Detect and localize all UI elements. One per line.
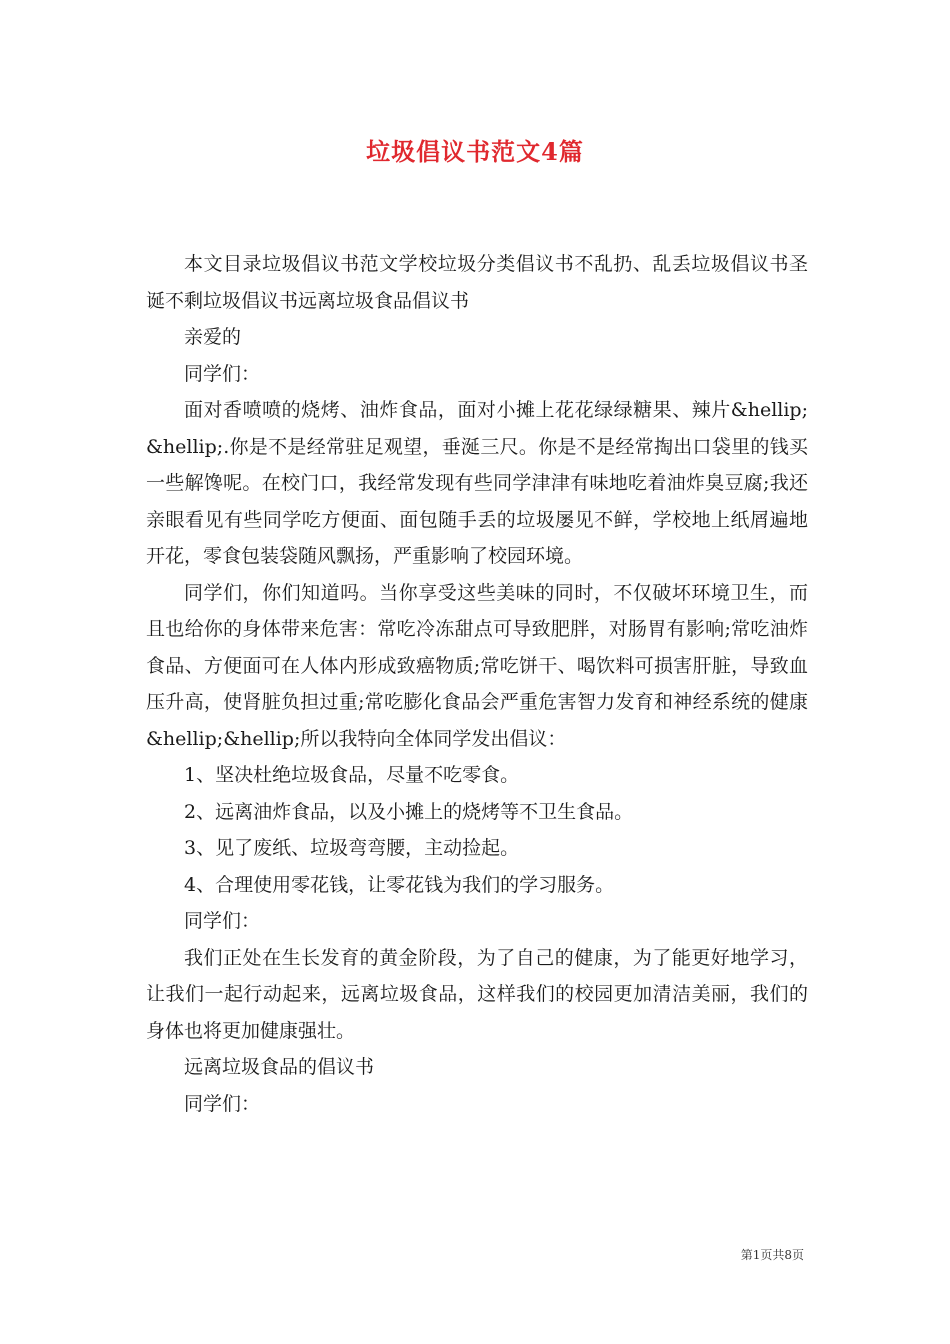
paragraph-salutation: 同学们：	[184, 362, 261, 385]
document-title: 垃圾倡议书范文4篇	[366, 137, 584, 166]
paragraph-body-2: 同学们，你们知道吗。当你享受这些美味的同时，不仅破坏环境卫生，而且也给你的身体带来危害：常吃冷冻甜点可导致肥胖，对肠胃有影响;常吃油炸食品、方便面可在人体内形成致癌物质;常吃饼干、喝饮料可损害肝脏，导致血压升高，使肾脏负担过重;常吃膨化食品会严重危害智力发育和神经系统的健康&hellip;&hellip;所以我特向全体同学发出倡议：	[146, 581, 808, 750]
paragraph-body-1: 面对香喷喷的烧烤、油炸食品，面对小摊上花花绿绿糖果、辣片&hellip;&hellip;.你是不是经常驻足观望，垂涎三尺。你是不是经常掏出口袋里的钱买一些解馋呢。在校门口，我经常发现有些同学津津有味地吃着油炸臭豆腐;我还亲眼看见有些同学吃方便面、面包随手丢的垃圾屡见不鲜，学校地上纸屑遍地开花，零食包装袋随风飘扬，严重影响了校园环境。	[146, 399, 808, 567]
paragraph-greeting: 亲爱的	[184, 326, 242, 348]
list-item-4: 4、合理使用零花钱，让零花钱为我们的学习服务。	[184, 873, 615, 896]
section-heading: 远离垃圾食品的倡议书	[184, 1056, 375, 1078]
paragraph-salutation-3: 同学们：	[184, 1092, 261, 1115]
list-item-2: 2、远离油炸食品，以及小摊上的烧烤等不卫生食品。	[184, 800, 634, 823]
paragraph-salutation-2: 同学们：	[184, 910, 261, 932]
paragraph-body-3: 我们正处在生长发育的黄金阶段，为了自己的健康，为了能更好地学习，让我们一起行动起来，远离垃圾食品，这样我们的校园更加清洁美丽，我们的身体也将更加健康强壮。	[146, 946, 808, 1042]
list-item-1: 1、坚决杜绝垃圾食品，尽量不吃零食。	[184, 764, 520, 786]
paragraph-contents: 本文目录垃圾倡议书范文学校垃圾分类倡议书不乱扔、乱丢垃圾倡议书圣诞不剩垃圾倡议书远离垃圾食品倡议书	[146, 253, 808, 312]
document-body	[146, 246, 808, 1122]
page-number: 第1页共8页	[740, 1248, 804, 1262]
list-item-3: 3、见了废纸、垃圾弯弯腰，主动捡起。	[184, 837, 520, 859]
